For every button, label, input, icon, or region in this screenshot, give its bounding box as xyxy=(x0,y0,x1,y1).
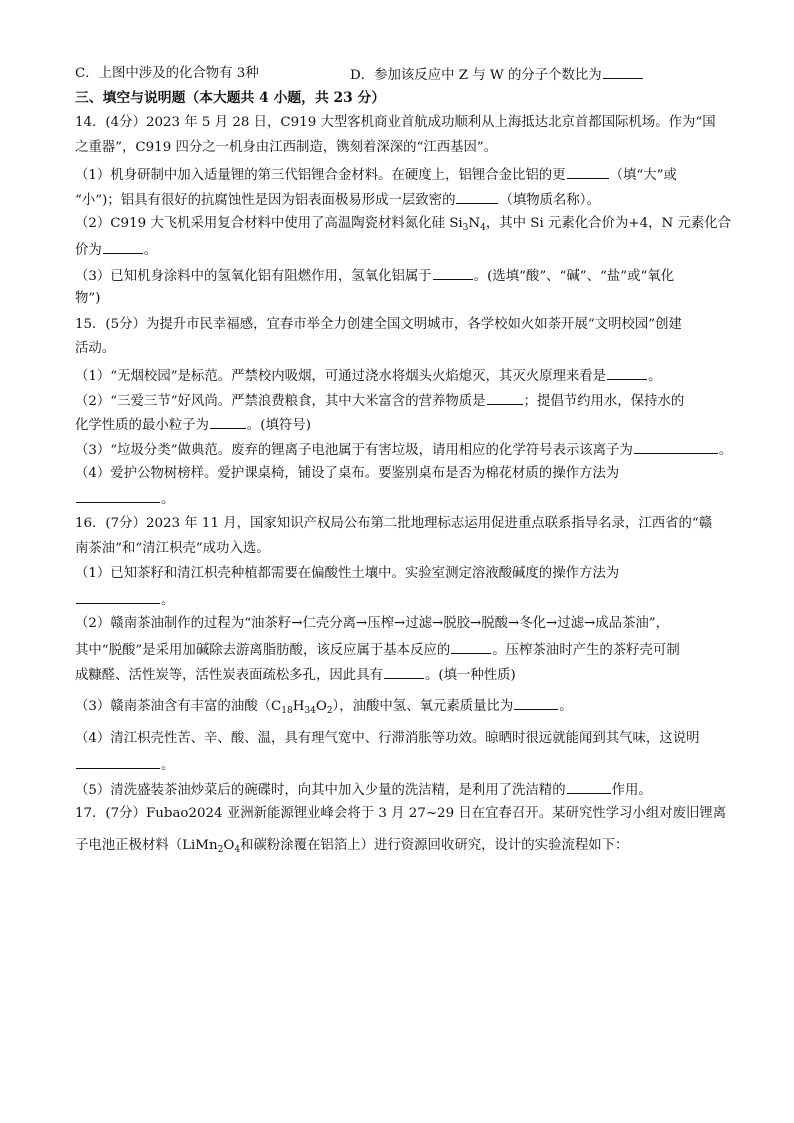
q16-part1-line1: （1）已知茶籽和清江枳壳种植都需要在偏酸性土壤中。实验室测定溶液酸碱度的操作方法为 xyxy=(75,566,620,581)
answer-blank[interactable] xyxy=(384,664,424,679)
answer-blank[interactable] xyxy=(607,365,647,380)
option-d xyxy=(350,64,644,86)
q16-part4-line1: （4）清江枳壳性苦、辛、酸、温，具有理气宽中、行滞消胀等功效。晾晒时很远就能闻到其气味，这说明 xyxy=(75,731,700,746)
q15-part1: （1）“无烟校园”是标范。严禁校内吸烟，可通过浇水将烟头火焰熄灭，其灭火原理来看是 。 xyxy=(75,365,661,387)
answer-blank[interactable] xyxy=(76,754,160,769)
q14-stem-line2: 之重器”，C919 四分之一机身由江西制造，镌刻着深深的“江西基因”。 xyxy=(75,140,498,155)
q15-part4-line2: 。 xyxy=(75,488,174,510)
q14-part2-line2: 价为 。 xyxy=(75,239,157,261)
option-c-text: C．上图中涉及的化合物有 3种 xyxy=(75,66,259,81)
q14-part3-line1: （3）已知机身涂料中的氢氧化铝有阻燃作用，氢氧化铝属于 。(选填“酸”、“碱”、“盐”或“氧化 xyxy=(75,265,674,287)
answer-blank[interactable] xyxy=(76,488,160,503)
answer-blank[interactable] xyxy=(514,695,558,710)
q16-stem-line1: 16．(7分）2023 年 11 月，国家知识产权局公布第二批地理标志运用促进重点联系指导名录，江西省的“赣 xyxy=(75,516,713,531)
answer-blank[interactable] xyxy=(603,64,643,79)
q16-part2-line1: （2）赣南茶油制作的过程为“油茶籽→仁壳分离→压榨→过滤→脱胶→脱酸→冬化→过滤→成品茶油”， xyxy=(75,616,670,631)
option-d-text: D．参加该反应中 Z 与 W 的分子个数比为 xyxy=(350,68,602,83)
q16-part2-line3: 成糠醛、活性炭等，活性炭表面疏松多孔，因此具有 。(填一种性质) xyxy=(75,664,516,686)
q17-stem-line1: 17．(7分）Fubao2024 亚洲新能源锂业峰会将于 3 月 27~29 日在宜春召开。某研究性学习小组对废旧锂离 xyxy=(75,806,727,821)
section-heading: 三、填空与说明题（本大题共 4 小题，共 23 分） xyxy=(75,90,386,106)
answer-blank[interactable] xyxy=(103,239,143,254)
answer-blank[interactable] xyxy=(76,589,160,604)
answer-blank[interactable] xyxy=(451,639,491,654)
q16-part5: （5）清洗盛装茶油炒菜后的碗碟时，向其中加入少量的洗洁精，是利用了洗洁精的 作用。 xyxy=(75,779,652,801)
answer-blank[interactable] xyxy=(567,779,611,794)
q16-part2-line2: 其中“脱酸”是采用加碱除去游离脂肪酸，该反应属于基本反应的 。压榨茶油时产生的茶籽壳可制 xyxy=(75,639,680,661)
q14-part1-line1: （1）机身研制中加入适量锂的第三代铝锂合金材料。在硬度上，铝锂合金比铝的更 （填“大”或 xyxy=(75,164,677,186)
q15-part4-line1: （4）爱护公物树榜样。爱护课桌椅，铺设了桌布。要鉴别桌布是否为棉花材质的操作方法为 xyxy=(75,466,620,481)
option-c xyxy=(75,64,259,84)
q15-stem-line2: 活动。 xyxy=(75,341,116,356)
answer-blank[interactable] xyxy=(487,390,523,405)
q16-stem-line2: 南茶油”和“清江枳壳”成功入选。 xyxy=(75,541,270,556)
q14-stem-line1: 14．(4分）2023 年 5 月 28 日，C919 大型客机商业首航成功顺利从上海抵达北京首都国际机场。作为“国 xyxy=(75,115,716,130)
q15-part2-line1: （2）“三爱三节”好风尚。严禁浪费粮食，其中大米富含的营养物质是 ；提倡节约用水，保持水的 xyxy=(75,390,684,412)
q15-part2-line2: 化学性质的最小粒子为 。(填符号) xyxy=(75,414,311,436)
answer-blank[interactable] xyxy=(210,414,246,429)
answer-blank[interactable] xyxy=(433,265,473,280)
answer-blank[interactable] xyxy=(456,189,498,204)
q16-part4-line2: 。 xyxy=(75,754,174,776)
q17-stem-line2: 子电池正极材料（$LiMn_2O_4$和碳粉涂覆在铝箔上）进行资源回收研究，设计的实验流程如下： xyxy=(75,838,629,855)
q15-stem-line1: 15．(5分）为提升市民幸福感，宜春市举全力创建全国文明城市，各学校如火如荼开展“文明校园”创建 xyxy=(75,317,682,332)
q14-part1-line2: “小”)；铝具有很好的抗腐蚀性是因为铝表面极易形成一层致密的 （填物质名称）。 xyxy=(75,189,600,211)
q15-part3: （3）“垃圾分类”做典范。废弃的锂离子电池属于有害垃圾，请用相应的化学符号表示该离子为 。 xyxy=(75,439,732,461)
q16-part3: （3）赣南茶油含有丰富的油酸$(C_{18}H_{34}O_2)$，油酸中氢、氧元素质量比为 。 xyxy=(75,695,573,717)
answer-blank[interactable] xyxy=(634,439,718,454)
q14-part3-line2: 物”) xyxy=(75,291,101,306)
q14-part2-line1: （2）C919 大飞机采用复合材料中使用了高温陶瓷材料氮化硅 $Si_3N_4$，其中 Si 元素化合价为+4，N 元素化合 xyxy=(75,216,732,233)
answer-blank[interactable] xyxy=(567,164,609,179)
q16-part1-line2: 。 xyxy=(75,589,174,611)
